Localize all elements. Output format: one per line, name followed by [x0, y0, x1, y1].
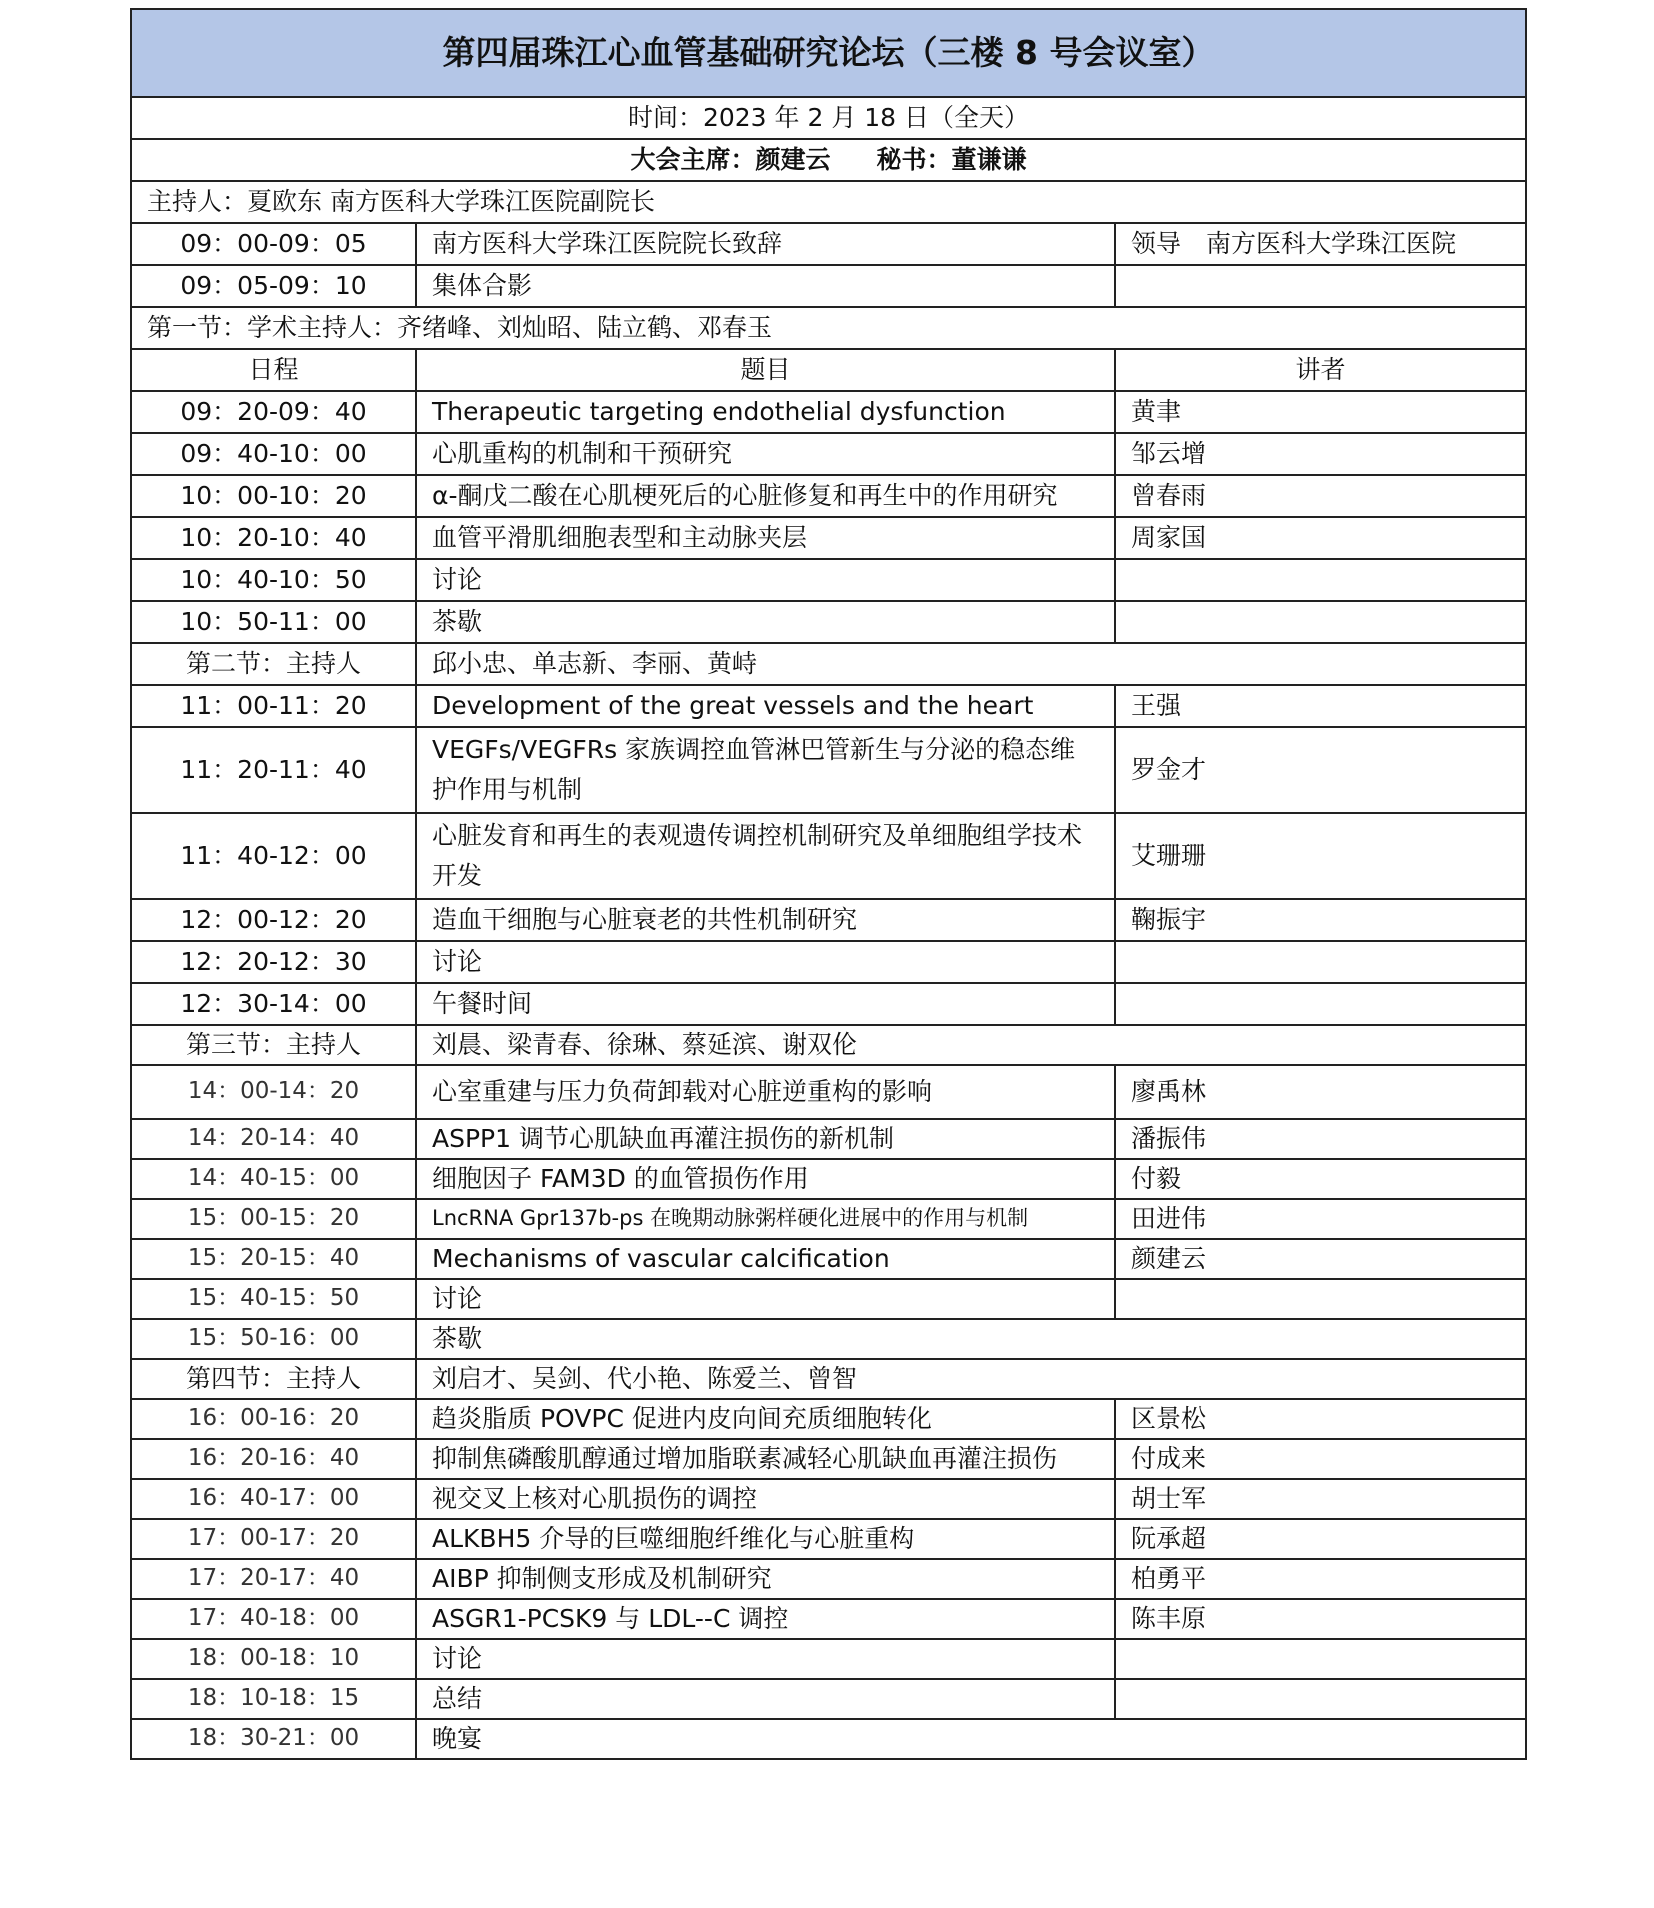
schedule-sheet: [130, 8, 1525, 1760]
speaker-cell: 廖禹林: [1115, 1065, 1526, 1119]
table-row: [131, 1399, 1526, 1439]
time-cell: 16：00-16：20: [131, 1399, 416, 1439]
topic-cell: LncRNA Gpr137b-ps 在晚期动脉粥样硬化进展中的作用与机制: [416, 1199, 1115, 1239]
chair-text: 大会主席：颜建云: [630, 144, 831, 174]
speaker-cell: [1115, 1279, 1526, 1319]
table-row: [131, 685, 1526, 727]
topic-cell: 趋炎脂质 POVPC 促进内皮向间充质细胞转化: [416, 1399, 1115, 1439]
speaker-cell: [1115, 1639, 1526, 1679]
time-cell: 17：00-17：20: [131, 1519, 416, 1559]
session4-host-row: [131, 1359, 1526, 1399]
topic-cell: ASGR1-PCSK9 与 LDL--C 调控: [416, 1599, 1115, 1639]
topic-cell: 茶歇: [416, 1319, 1526, 1359]
column-header-speaker: 讲者: [1115, 349, 1526, 391]
speaker-cell: [1115, 265, 1526, 307]
topic-cell: VEGFs/VEGFRs 家族调控血管淋巴管新生与分泌的稳态维护作用与机制: [416, 727, 1115, 813]
session2-hosts: 邱小忠、单志新、李丽、黄峙: [416, 643, 1526, 685]
time-cell: 14：00-14：20: [131, 1065, 416, 1119]
speaker-cell: [1115, 559, 1526, 601]
time-cell: 11：20-11：40: [131, 727, 416, 813]
topic-cell: Development of the great vessels and the heart: [416, 685, 1115, 727]
time-cell: 12：00-12：20: [131, 899, 416, 941]
session3-hosts: 刘晨、梁青春、徐琳、蔡延滨、谢双伦: [416, 1025, 1526, 1065]
speaker-cell: 阮承超: [1115, 1519, 1526, 1559]
time-cell: 12：20-12：30: [131, 941, 416, 983]
session3-host-row: [131, 1025, 1526, 1065]
speaker-cell: 周家国: [1115, 517, 1526, 559]
time-cell: 18：30-21：00: [131, 1719, 416, 1759]
speaker-cell: 颜建云: [1115, 1239, 1526, 1279]
speaker-cell: [1115, 601, 1526, 643]
table-row: [131, 941, 1526, 983]
session2-host-row: [131, 643, 1526, 685]
time-cell: 09：00-09：05: [131, 223, 416, 265]
time-cell: 11：40-12：00: [131, 813, 416, 899]
table-row: [131, 813, 1526, 899]
table-row: [131, 1639, 1526, 1679]
time-cell: 10：50-11：00: [131, 601, 416, 643]
time-cell: 11：00-11：20: [131, 685, 416, 727]
session4-hosts: 刘启才、吴剑、代小艳、陈爱兰、曾智: [416, 1359, 1526, 1399]
time-cell: 15：40-15：50: [131, 1279, 416, 1319]
topic-cell: 细胞因子 FAM3D 的血管损伤作用: [416, 1159, 1115, 1199]
speaker-cell: 陈丰原: [1115, 1599, 1526, 1639]
session4-label: 第四节：主持人: [131, 1359, 416, 1399]
time-cell: 09：40-10：00: [131, 433, 416, 475]
time-cell: 18：00-18：10: [131, 1639, 416, 1679]
table-row: [131, 1279, 1526, 1319]
time-cell: 09：05-09：10: [131, 265, 416, 307]
time-cell: 15：20-15：40: [131, 1239, 416, 1279]
speaker-cell: 田进伟: [1115, 1199, 1526, 1239]
table-row: [131, 1679, 1526, 1719]
table-row: [131, 433, 1526, 475]
time-cell: 14：20-14：40: [131, 1119, 416, 1159]
session1-host-row: [131, 307, 1526, 349]
time-cell: 09：20-09：40: [131, 391, 416, 433]
time-cell: 10：40-10：50: [131, 559, 416, 601]
topic-cell: 血管平滑肌细胞表型和主动脉夹层: [416, 517, 1115, 559]
speaker-cell: 胡士军: [1115, 1479, 1526, 1519]
topic-cell: 南方医科大学珠江医院院长致辞: [416, 223, 1115, 265]
session3-label: 第三节：主持人: [131, 1025, 416, 1065]
time-cell: 17：40-18：00: [131, 1599, 416, 1639]
topic-cell: 讨论: [416, 941, 1115, 983]
schedule-table: [130, 8, 1527, 1760]
time-cell: 10：20-10：40: [131, 517, 416, 559]
table-row: [131, 559, 1526, 601]
topic-cell: ASPP1 调节心肌缺血再灌注损伤的新机制: [416, 1119, 1115, 1159]
topic-cell: 讨论: [416, 559, 1115, 601]
table-row: [131, 1239, 1526, 1279]
topic-cell: 晚宴: [416, 1719, 1526, 1759]
session1-host: 第一节：学术主持人：齐绪峰、刘灿昭、陆立鹤、邓春玉: [131, 307, 1526, 349]
table-row: [131, 391, 1526, 433]
opening-host-row: [131, 181, 1526, 223]
speaker-cell: 罗金才: [1115, 727, 1526, 813]
page-title: 第四届珠江心血管基础研究论坛（三楼 8 号会议室）: [131, 9, 1526, 97]
table-row: [131, 1719, 1526, 1759]
table-row: [131, 475, 1526, 517]
table-row: [131, 1159, 1526, 1199]
time-cell: 16：20-16：40: [131, 1439, 416, 1479]
event-date: 时间：2023 年 2 月 18 日（全天）: [131, 97, 1526, 139]
table-row: [131, 1479, 1526, 1519]
speaker-cell: 区景松: [1115, 1399, 1526, 1439]
chair-row: [131, 139, 1526, 181]
time-cell: 18：10-18：15: [131, 1679, 416, 1719]
table-row: [131, 1119, 1526, 1159]
time-cell: 16：40-17：00: [131, 1479, 416, 1519]
table-row: [131, 983, 1526, 1025]
table-row: [131, 1439, 1526, 1479]
date-row: [131, 97, 1526, 139]
time-cell: 15：50-16：00: [131, 1319, 416, 1359]
topic-cell: 造血干细胞与心脏衰老的共性机制研究: [416, 899, 1115, 941]
table-row: [131, 1065, 1526, 1119]
column-header-row: [131, 349, 1526, 391]
topic-cell: 总结: [416, 1679, 1115, 1719]
table-row: [131, 1599, 1526, 1639]
time-cell: 17：20-17：40: [131, 1559, 416, 1599]
table-row: [131, 727, 1526, 813]
secretary-text: 秘书：董谦谦: [876, 144, 1027, 174]
speaker-cell: [1115, 1679, 1526, 1719]
topic-cell: 茶歇: [416, 601, 1115, 643]
speaker-cell: [1115, 983, 1526, 1025]
opening-host: 主持人：夏欧东 南方医科大学珠江医院副院长: [131, 181, 1526, 223]
time-cell: 15：00-15：20: [131, 1199, 416, 1239]
time-cell: 10：00-10：20: [131, 475, 416, 517]
table-row: [131, 265, 1526, 307]
speaker-cell: 潘振伟: [1115, 1119, 1526, 1159]
speaker-cell: 黄聿: [1115, 391, 1526, 433]
chair-cell: [131, 139, 1526, 181]
column-header-topic: 题目: [416, 349, 1115, 391]
speaker-cell: 领导 南方医科大学珠江医院: [1115, 223, 1526, 265]
time-cell: 12：30-14：00: [131, 983, 416, 1025]
topic-cell: ALKBH5 介导的巨噬细胞纤维化与心脏重构: [416, 1519, 1115, 1559]
time-cell: 14：40-15：00: [131, 1159, 416, 1199]
topic-cell: Therapeutic targeting endothelial dysfunction: [416, 391, 1115, 433]
topic-cell: 抑制焦磷酸肌醇通过增加脂联素减轻心肌缺血再灌注损伤: [416, 1439, 1115, 1479]
topic-cell: 心室重建与压力负荷卸载对心脏逆重构的影响: [416, 1065, 1115, 1119]
session2-label: 第二节：主持人: [131, 643, 416, 685]
speaker-cell: 付成来: [1115, 1439, 1526, 1479]
topic-cell: 讨论: [416, 1279, 1115, 1319]
table-row: [131, 601, 1526, 643]
speaker-cell: [1115, 941, 1526, 983]
topic-cell: 讨论: [416, 1639, 1115, 1679]
title-row: [131, 9, 1526, 97]
topic-cell: 集体合影: [416, 265, 1115, 307]
topic-cell: Mechanisms of vascular calcification: [416, 1239, 1115, 1279]
topic-cell: α-酮戊二酸在心肌梗死后的心脏修复和再生中的作用研究: [416, 475, 1115, 517]
table-row: [131, 899, 1526, 941]
topic-cell: 心肌重构的机制和干预研究: [416, 433, 1115, 475]
topic-cell: 视交叉上核对心肌损伤的调控: [416, 1479, 1115, 1519]
speaker-cell: 曾春雨: [1115, 475, 1526, 517]
topic-cell: 午餐时间: [416, 983, 1115, 1025]
topic-cell: AIBP 抑制侧支形成及机制研究: [416, 1559, 1115, 1599]
speaker-cell: 邹云增: [1115, 433, 1526, 475]
table-row: [131, 517, 1526, 559]
table-row: [131, 1199, 1526, 1239]
speaker-cell: 王强: [1115, 685, 1526, 727]
column-header-time: 日程: [131, 349, 416, 391]
topic-cell: 心脏发育和再生的表观遗传调控机制研究及单细胞组学技术开发: [416, 813, 1115, 899]
speaker-cell: 鞠振宇: [1115, 899, 1526, 941]
table-row: [131, 1319, 1526, 1359]
speaker-cell: 艾珊珊: [1115, 813, 1526, 899]
table-row: [131, 1519, 1526, 1559]
table-row: [131, 1559, 1526, 1599]
speaker-cell: 付毅: [1115, 1159, 1526, 1199]
table-row: [131, 223, 1526, 265]
speaker-cell: 柏勇平: [1115, 1559, 1526, 1599]
